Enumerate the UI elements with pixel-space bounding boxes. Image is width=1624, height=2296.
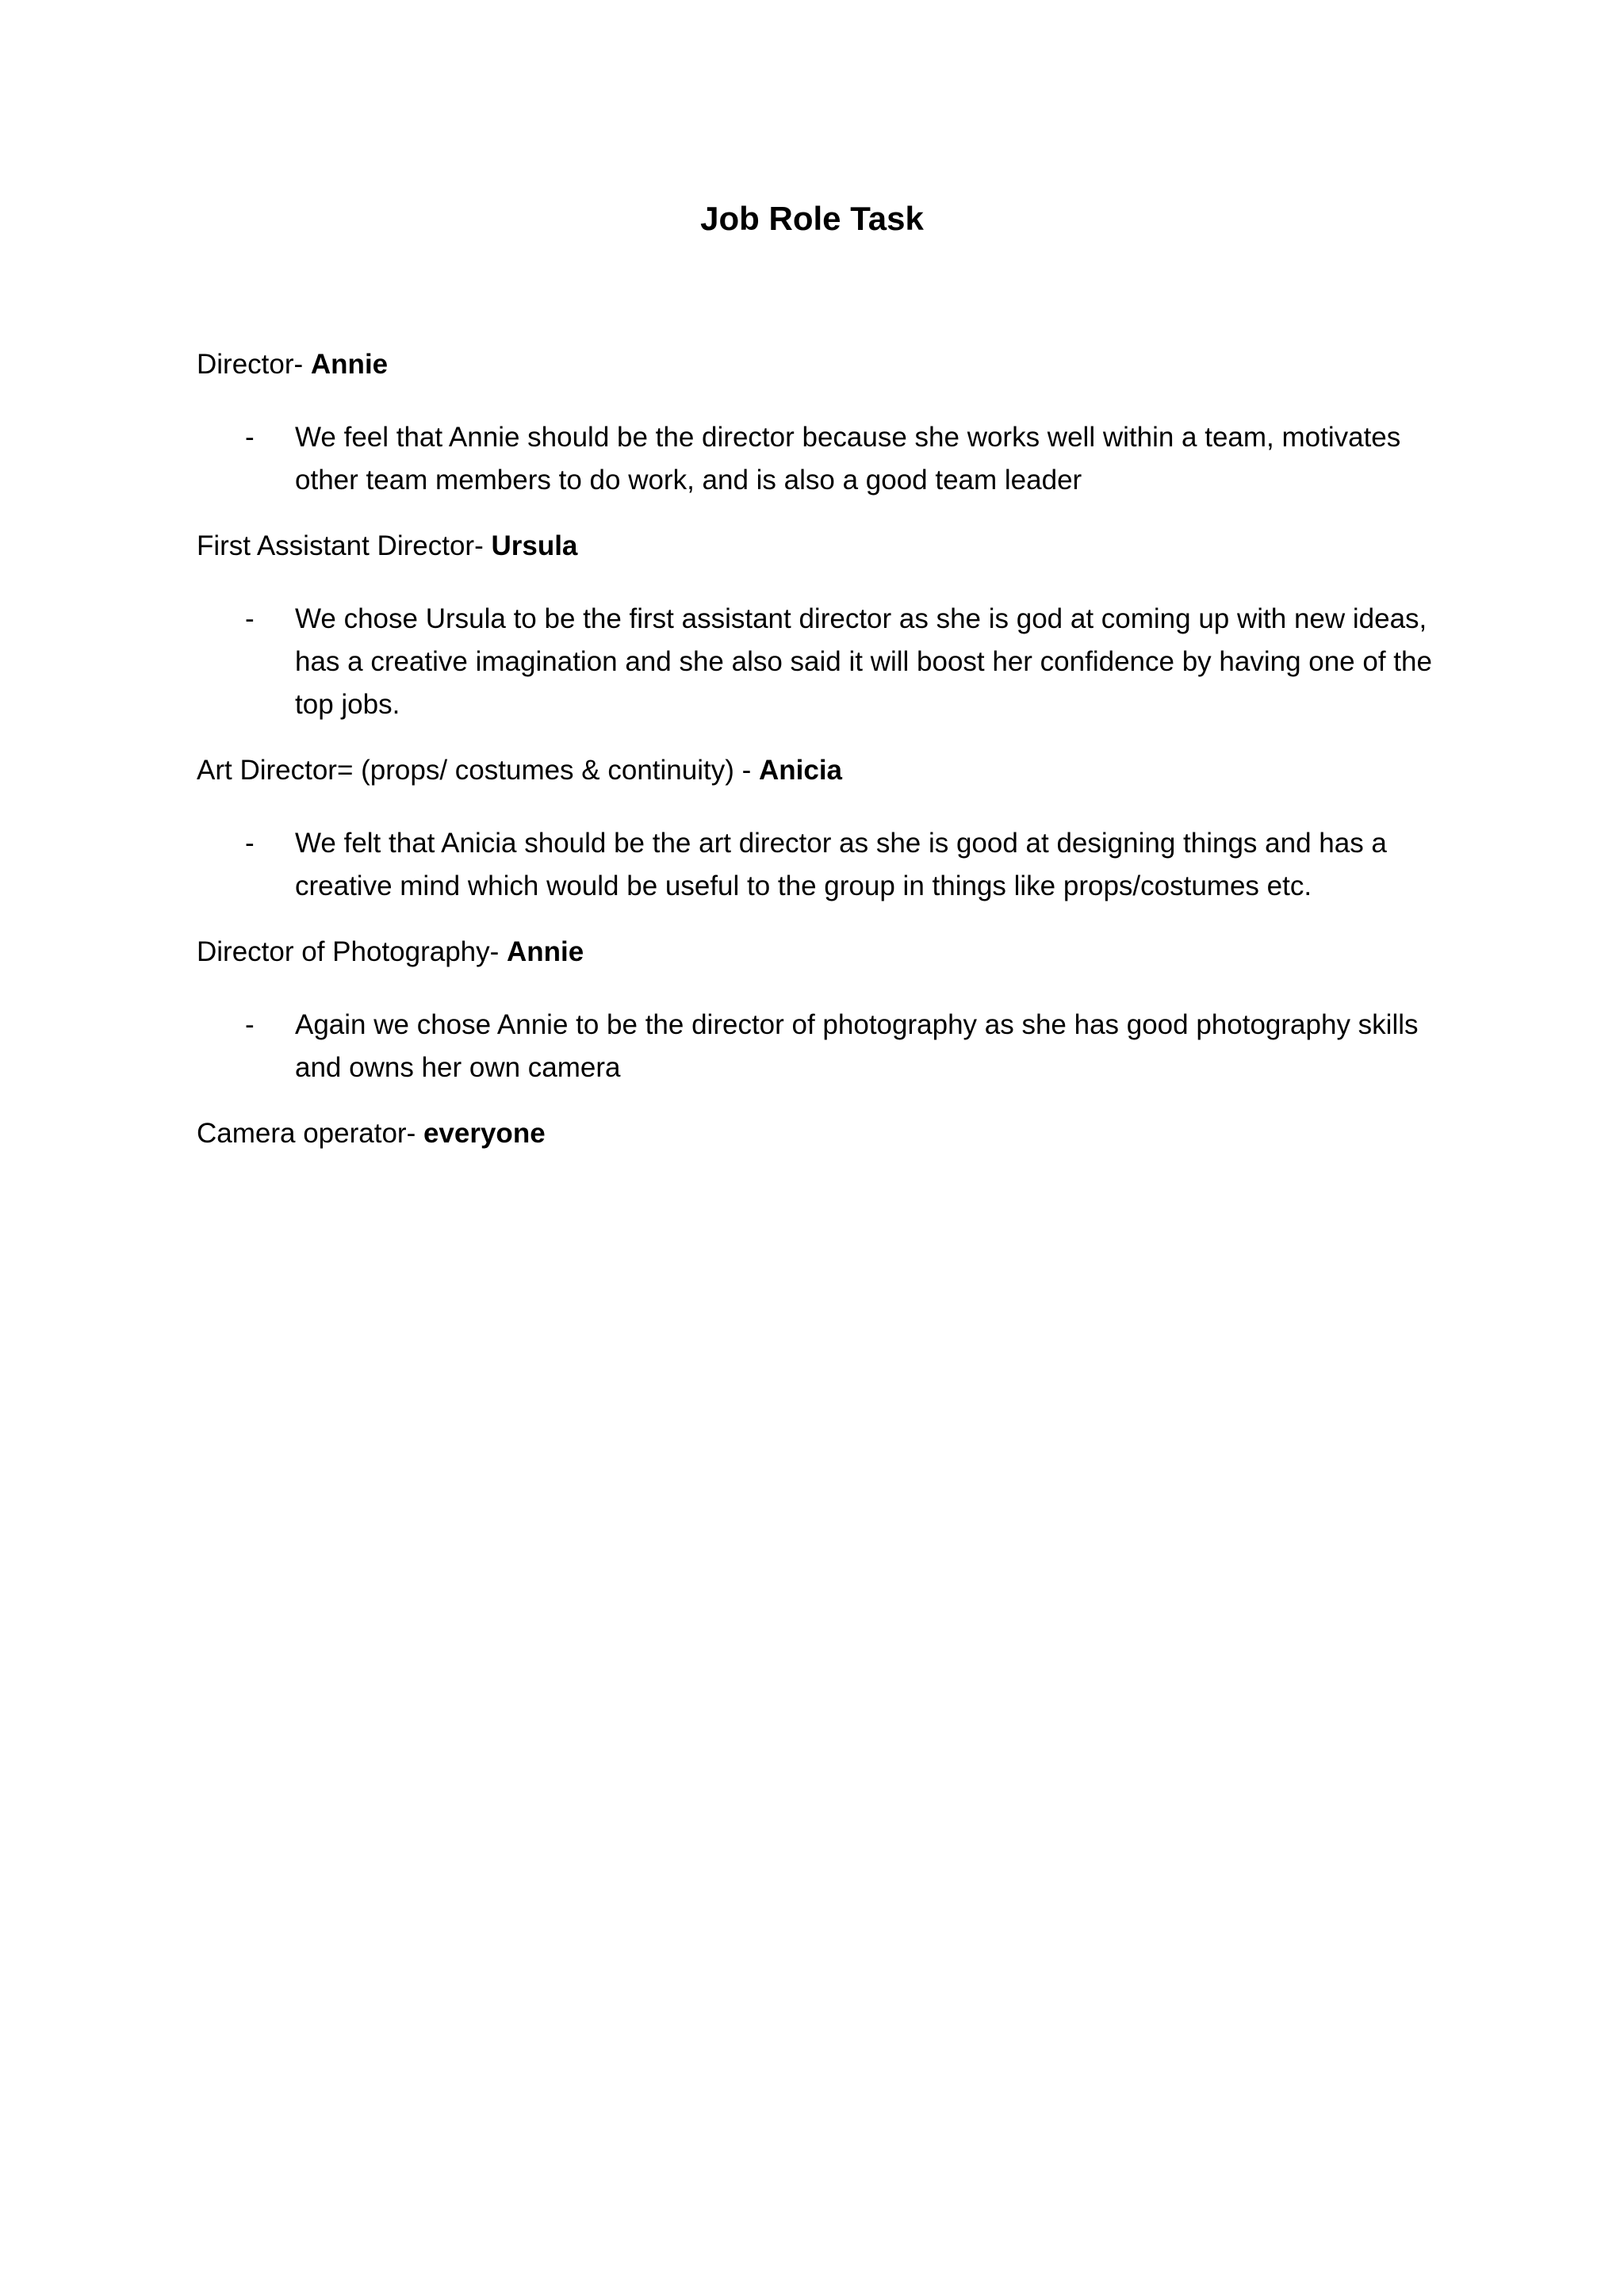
role-heading-director-of-photography: [197, 935, 1434, 970]
role-label: First Assistant Director-: [197, 530, 492, 561]
role-assignee: Annie: [507, 936, 584, 967]
bullet-dash: -: [245, 1009, 255, 1040]
role-label: Director-: [197, 349, 311, 380]
page-title: Job Role Task: [700, 200, 924, 237]
role-assignee: everyone: [423, 1118, 546, 1149]
role-assignee: Annie: [310, 349, 389, 380]
role-heading-director: [197, 347, 1434, 382]
role-reason-first-assistant-director: [197, 598, 1434, 726]
reason-text: Again we chose Annie to be the director of photography as she has good photography skills and owns her own camera: [295, 1009, 1419, 1083]
role-heading-art-director: [197, 753, 1434, 788]
reason-text: We felt that Anicia should be the art director as she is good at designing things and has a creative mind which would be useful to the group in things like props/costumes etc.: [295, 828, 1387, 901]
bullet-dash: -: [245, 422, 255, 453]
role-reason-director-of-photography: [197, 1004, 1434, 1089]
role-label: Art Director= (props/ costumes & continuity) -: [197, 755, 759, 786]
role-label: Director of Photography-: [197, 936, 508, 967]
role-reason-art-director: [197, 822, 1434, 908]
role-assignee: Ursula: [491, 530, 578, 561]
bullet-dash: -: [245, 828, 255, 859]
bullet-dash: -: [245, 603, 255, 634]
role-reason-director: [197, 416, 1434, 502]
role-heading-first-assistant-director: [197, 529, 1434, 564]
role-assignee: Anicia: [758, 755, 843, 786]
role-label: Camera operator-: [197, 1118, 423, 1149]
reason-text: We feel that Annie should be the director because she works well within a team, motivates other team members to do work, and is also a good team leader: [295, 422, 1401, 496]
role-list: [197, 347, 1434, 1185]
role-heading-camera-operator: [197, 1116, 1434, 1151]
reason-text: We chose Ursula to be the first assistant director as she is god at coming up with new ideas, has a creative imagination and she also said it will boost her confidence by having one of the top jobs.: [295, 603, 1432, 720]
